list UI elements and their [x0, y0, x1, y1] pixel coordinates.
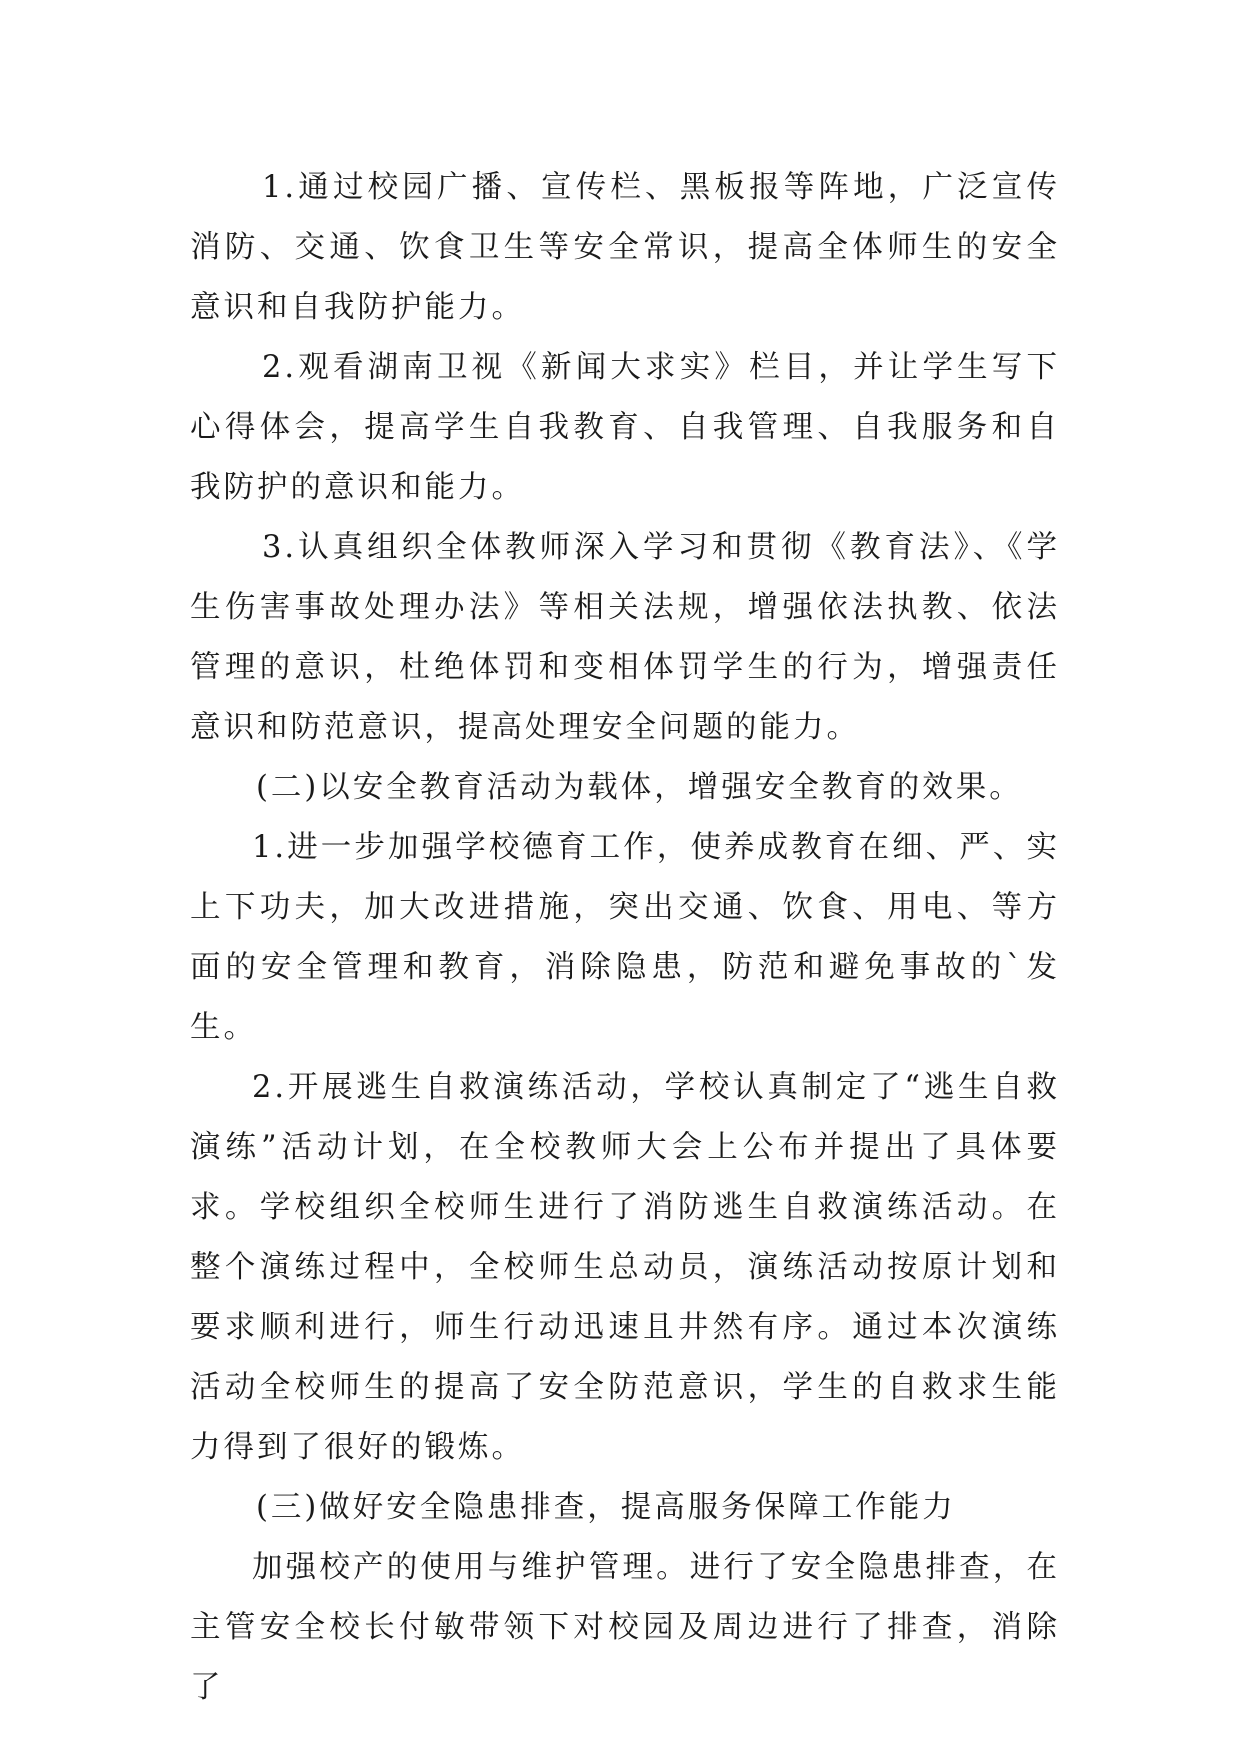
paragraph-3: 3.认真组织全体教师深入学习和贯彻《教育法》、《学生伤害事故处理办法》等相关法规，增强依法执教、依法管理的意识，杜绝体罚和变相体罚学生的行为，增强责任意识和防范意识，提高处理安全问题的能力。	[190, 530, 1060, 745]
paragraph-2: 2.观看湖南卫视《新闻大求实》栏目，并让学生写下心得体会，提高学生自我教育、自我管理、自我服务和自我防护的意识和能力。	[190, 350, 1060, 505]
document-body	[190, 158, 1060, 1718]
section-heading-3: (三)做好安全隐患排查，提高服务保障工作能力	[256, 1490, 956, 1525]
paragraph-5: 2.开展逃生自救演练活动，学校认真制定了“逃生自救演练”活动计划，在全校教师大会上公布并提出了具体要求。学校组织全校师生进行了消防逃生自救演练活动。在整个演练过程中，全校师生总动员，演练活动按原计划和要求顺利进行，师生行动迅速且井然有序。通过本次演练活动全校师生的提高了安全防范意识，学生的自救求生能力得到了很好的锻炼。	[190, 1070, 1060, 1465]
paragraph-4: 1.进一步加强学校德育工作，使养成教育在细、严、实上下功夫，加大改进措施，突出交通、饮食、用电、等方面的安全管理和教育，消除隐患，防范和避免事故的`发生。	[190, 830, 1060, 1045]
paragraph-6: 加强校产的使用与维护管理。进行了安全隐患排查，在主管安全校长付敏带领下对校园及周边进行了排查，消除了	[190, 1550, 1060, 1705]
section-heading-2: (二)以安全教育活动为载体，增强安全教育的效果。	[256, 770, 1023, 805]
paragraph-1: 1.通过校园广播、宣传栏、黑板报等阵地，广泛宣传消防、交通、饮食卫生等安全常识，提高全体师生的安全意识和自我防护能力。	[190, 170, 1060, 325]
